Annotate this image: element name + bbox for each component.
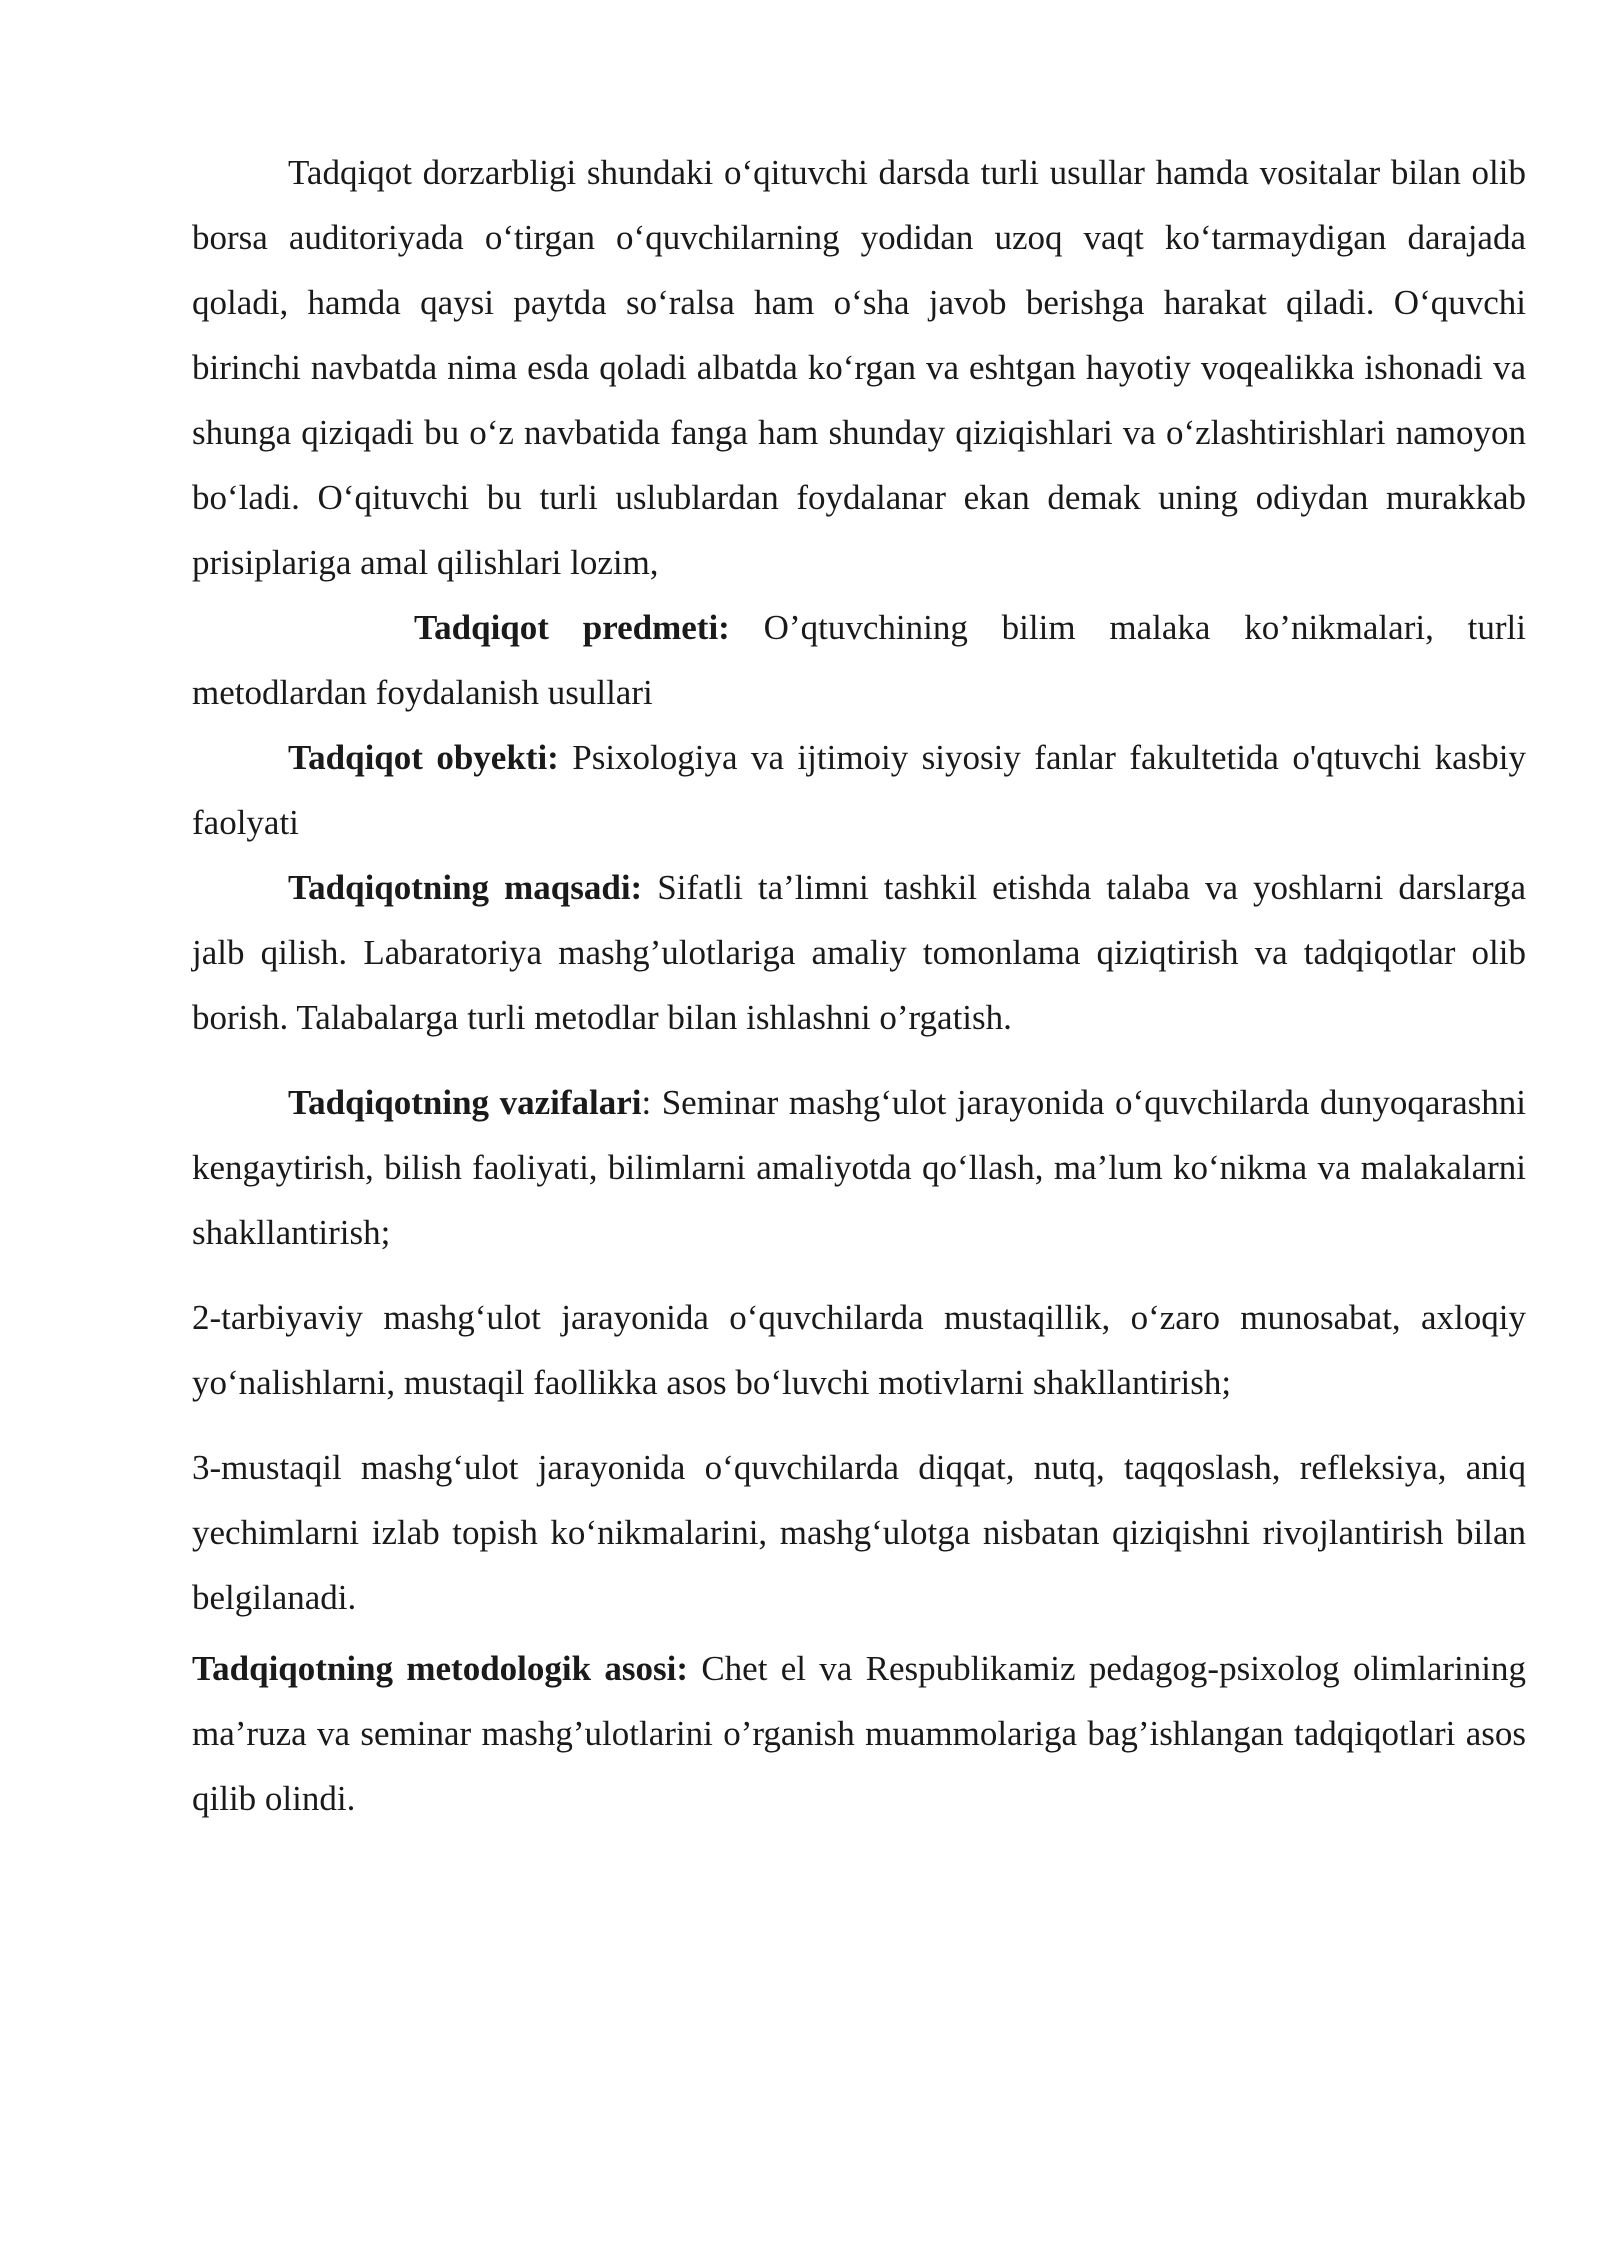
object-text: Psixologiya va ijtimoiy siyosiy fanlar fakultetida o'qtuvchi kasbiy faolyati bbox=[192, 738, 1526, 842]
paragraph-subject bbox=[192, 595, 1526, 725]
document-body bbox=[192, 140, 1526, 1831]
tasks-label: Tadqiqotning vazifalari bbox=[288, 1083, 642, 1122]
paragraph-object bbox=[192, 725, 1526, 855]
paragraph-task-3: 3-mustaqil mashg‘ulot jarayonida o‘quvchilarda diqqat, nutq, taqqoslash, refleksiya, aniq yechimlarni izlab topish ko‘nikmalarini, mashg‘ulotga nisbatan qiziqishni rivojlantirish bilan belgilanadi. bbox=[192, 1448, 1526, 1617]
methodology-text: Chet el va Respublikamiz pedagog-psixolog olimlarining ma’ruza va seminar mashg’ulotlarini o’rganish muammolariga bag’ishlangan tadqiqotlari asos qilib olindi. bbox=[192, 1649, 1526, 1818]
paragraph-methodology bbox=[192, 1636, 1526, 1831]
object-label: Tadqiqot obyekti: bbox=[288, 738, 559, 777]
goal-label: Tadqiqotning maqsadi: bbox=[288, 868, 643, 907]
paragraph-task-2: 2-tarbiyaviy mashg‘ulot jarayonida o‘quvchilarda mustaqillik, o‘zaro munosabat, axloqiy yo‘nalishlarni, mustaqil faollikka asos bo‘luvchi motivlarni shakllantirish; bbox=[192, 1298, 1526, 1402]
subject-label: Tadqiqot predmeti: bbox=[414, 608, 730, 647]
paragraph-relevance: Tadqiqot dorzarbligi shundaki o‘qituvchi darsda turli usullar hamda vositalar bilan olib borsa auditoriyada o‘tirgan o‘quvchilarning yodidan uzoq vaqt ko‘tarmaydigan darajada qoladi, hamda qaysi paytda so‘ralsa ham o‘sha javob berishga harakat qiladi. O‘quvchi birinchi navbatda nima esda qoladi albatda ko‘rgan va eshtgan hayotiy voqealikka ishonadi va shunga qiziqadi bu o‘z navbatida fanga ham shunday qiziqishlari va o‘zlashtirishlari namoyon bo‘ladi. O‘qituvchi bu turli uslublardan foydalanar ekan demak uning odiydan murakkab prisiplariga amal qilishlari lozim, bbox=[192, 153, 1526, 582]
subject-text: O’qtuvchining bilim malaka ko’nikmalari, turli metodlardan foydalanish usullari bbox=[192, 608, 1526, 712]
goal-text: Sifatli ta’limni tashkil etishda talaba va yoshlarni darslarga jalb qilish. Labaratoriya mashg’ulotlariga amaliy tomonlama qiziqtirish va tadqiqotlar olib borish. Talabalarga turli metodlar bilan ishlashni o’rgatish. bbox=[192, 868, 1526, 1037]
tasks-text: : Seminar mashg‘ulot jarayonida o‘quvchilarda dunyoqarashni kengaytirish, bilish faoliyati, bilimlarni amaliyotda qo‘llash, ma’lum ko‘nikma va malakalarni shakllantirish; bbox=[192, 1083, 1526, 1252]
methodology-label: Tadqiqotning metodologik asosi: bbox=[192, 1649, 689, 1688]
paragraph-tasks bbox=[192, 1070, 1526, 1265]
paragraph-goal bbox=[192, 855, 1526, 1050]
